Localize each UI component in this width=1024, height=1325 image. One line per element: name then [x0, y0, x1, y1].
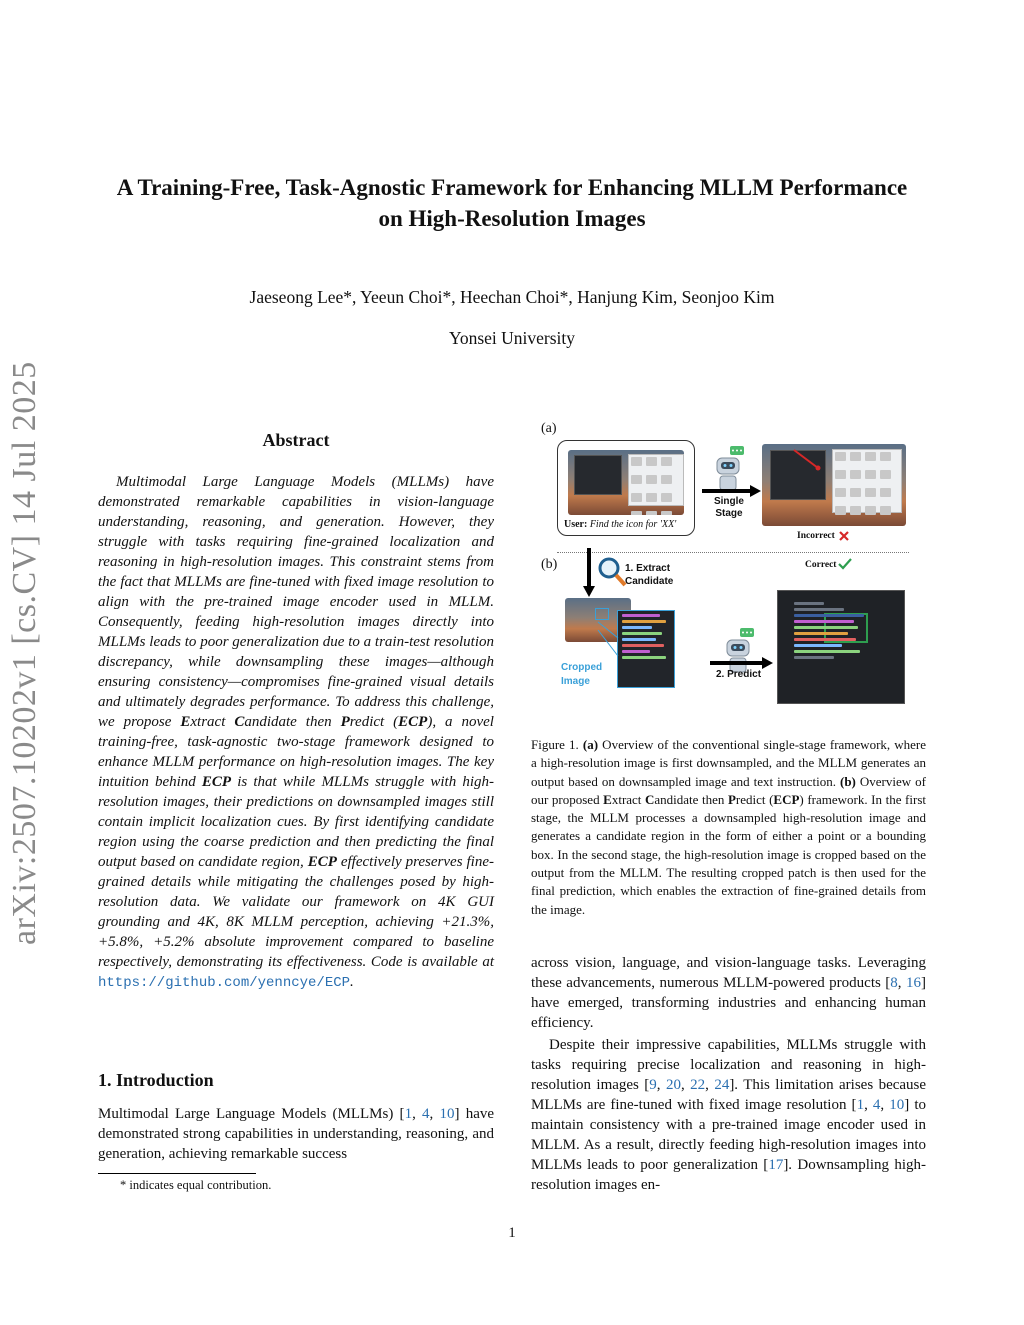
figure-label-b: (b) — [541, 557, 558, 572]
abstract-body: Multimodal Large Language Models (MLLMs) have demonstrated remarkable capabilities in vision-language understanding, reasoning, and generation. However, they struggle with tasks requiring fine-grained localization and reasoning in high-resolution images. This constraint stems from the fact that MLLMs are fine-tuned with fixed image resolution to align with the pre-trained image encoder used in MLLM. Consequently, feeding high-resolution images directly into MLLMs leads to poor generalization due to a train-test resolution discrepancy, while downsampling these images—although ensuring consistency—compromises fine-grained visual details and ultimately degrades performance. To address this challenge, we propose Extract Candidate then Predict (ECP), a novel training-free, task-agnostic two-stage framework designed to enhance MLLM performance on high-resolution images. The key intuition behind ECP is that while MLLMs struggle with high-resolution images, their predictions on downsampled images still contain implicit localization cues. By first identifying candidate region using the coarse prediction and then predicting the final output based on candidate region, ECP effectively preserves fine-grained details while mitigating the challenges posed by high-resolution data. We validate our framework on 4K GUI grounding and 4K, 8K MLLM perception, achieving +21.3%, +5.8%, +5.2% absolute improvement compared to baseline respectively, demonstrating its effectiveness. Code is available at https://github.com/yenncye/ECP. — [98, 474, 494, 991]
page-number: 1 — [508, 1225, 516, 1241]
citation[interactable]: 24 — [714, 1077, 730, 1093]
extract-candidate-label: 1. Extract Candidate — [625, 563, 674, 587]
single-stage-label: Single Stage — [713, 496, 744, 519]
input-box — [557, 440, 695, 536]
arrow-down-icon — [582, 548, 596, 598]
abstract-heading: Abstract — [262, 430, 330, 450]
red-arrow-icon — [792, 448, 822, 472]
incorrect-label: Incorrect — [797, 531, 835, 541]
correct-label: Correct — [805, 560, 837, 570]
magnifier-icon — [597, 556, 627, 588]
footnote: * indicates equal contribution. — [120, 1178, 272, 1192]
predict-label: 2. Predict — [716, 669, 762, 680]
paper-title — [60, 172, 964, 234]
right-paragraph-2: Despite their impressive capabilities, MLLMs struggle with tasks requiring precise localization and reasoning in high-resolution images [9, 20, 22, 24]. This limitation arises because MLLMs are fine-tuned with fixed image resolution [1, 4, 10] to maintain consistency with a pre-trained image encoder used in MLLM. As a result, directly feeding high-resolution images into MLLMs leads to poor generalization [17]. Downsampling high-resolution images en- — [531, 1037, 927, 1193]
citation[interactable]: 4 — [422, 1106, 430, 1122]
user-instruction: User: Find the icon for 'XX' — [564, 519, 677, 530]
cropped-image-label: Cropped Image — [561, 662, 603, 687]
citation[interactable]: 8 — [890, 975, 898, 991]
citation[interactable]: 17 — [768, 1157, 784, 1173]
citation[interactable]: 16 — [906, 975, 922, 991]
icon-grid-window — [832, 449, 902, 513]
citation[interactable]: 10 — [439, 1106, 455, 1122]
screenshot-thumbnail — [568, 450, 684, 515]
title-line-1: A Training-Free, Task-Agnostic Framework for Enhancing MLLM Performance — [116, 175, 908, 200]
citation[interactable]: 1 — [856, 1097, 865, 1113]
authors: Jaeseong Lee*, Yeeun Choi*, Heechan Choi*, Hanjung Kim, Seonjoo Kim — [249, 287, 775, 307]
citation[interactable]: 4 — [872, 1097, 881, 1113]
intro-body: Multimodal Large Language Models (MLLMs) [1, 4, 10] have demonstrated strong capabilities in understanding, reasoning, and generation, achieving remarkable success — [98, 1106, 495, 1162]
section-heading-introduction: 1. Introduction — [98, 1070, 214, 1090]
arxiv-stamp: arXiv:2507.10202v1 [cs.CV] 14 Jul 2025 — [6, 361, 43, 945]
code-link[interactable]: https://github.com/yenncye/ECP — [98, 975, 351, 991]
citation[interactable]: 10 — [889, 1097, 905, 1113]
right-paragraph-1: across vision, language, and vision-language tasks. Leveraging these advancements, numerous MLLM-powered products [8, 16] have emerged, transforming industries and enhancing human efficiency. — [531, 955, 927, 1031]
crop-connector-icon — [588, 620, 628, 660]
footnote-rule — [98, 1173, 256, 1174]
dark-window — [574, 455, 622, 495]
citation[interactable]: 9 — [649, 1077, 657, 1093]
check-icon — [838, 558, 852, 570]
icon-grid-window — [628, 454, 684, 506]
dotted-divider — [557, 552, 909, 553]
affiliation: Yonsei University — [448, 328, 576, 348]
arrow-right-icon — [708, 656, 774, 670]
citation[interactable]: 20 — [665, 1077, 681, 1093]
figure-caption: Figure 1. (a) Overview of the conventional single-stage framework, where a high-resolution image is first downsampled, and the MLLM generates an output based on downsampled image and text instruction. (b) Overview of our proposed Extract Candidate then Predict (ECP) framework. In the first stage, the MLLM processes a downsampled high-resolution image and generates a candidate region in the form of either a point or a bounding box. In the second stage, the high-resolution image is cropped based on the output from the MLLM. The resulting cropped patch is then used for the final prediction, which enables the extraction of fine-grained details from the image. — [531, 737, 926, 917]
candidate-box — [595, 608, 609, 620]
citation[interactable]: 22 — [690, 1077, 706, 1093]
output-screenshot — [762, 444, 906, 526]
citation[interactable]: 1 — [404, 1106, 413, 1122]
cross-icon — [838, 530, 850, 542]
final-prediction-panel — [777, 590, 905, 704]
title-line-2: on High-Resolution Images — [378, 206, 646, 231]
figure-label-a: (a) — [541, 421, 557, 436]
